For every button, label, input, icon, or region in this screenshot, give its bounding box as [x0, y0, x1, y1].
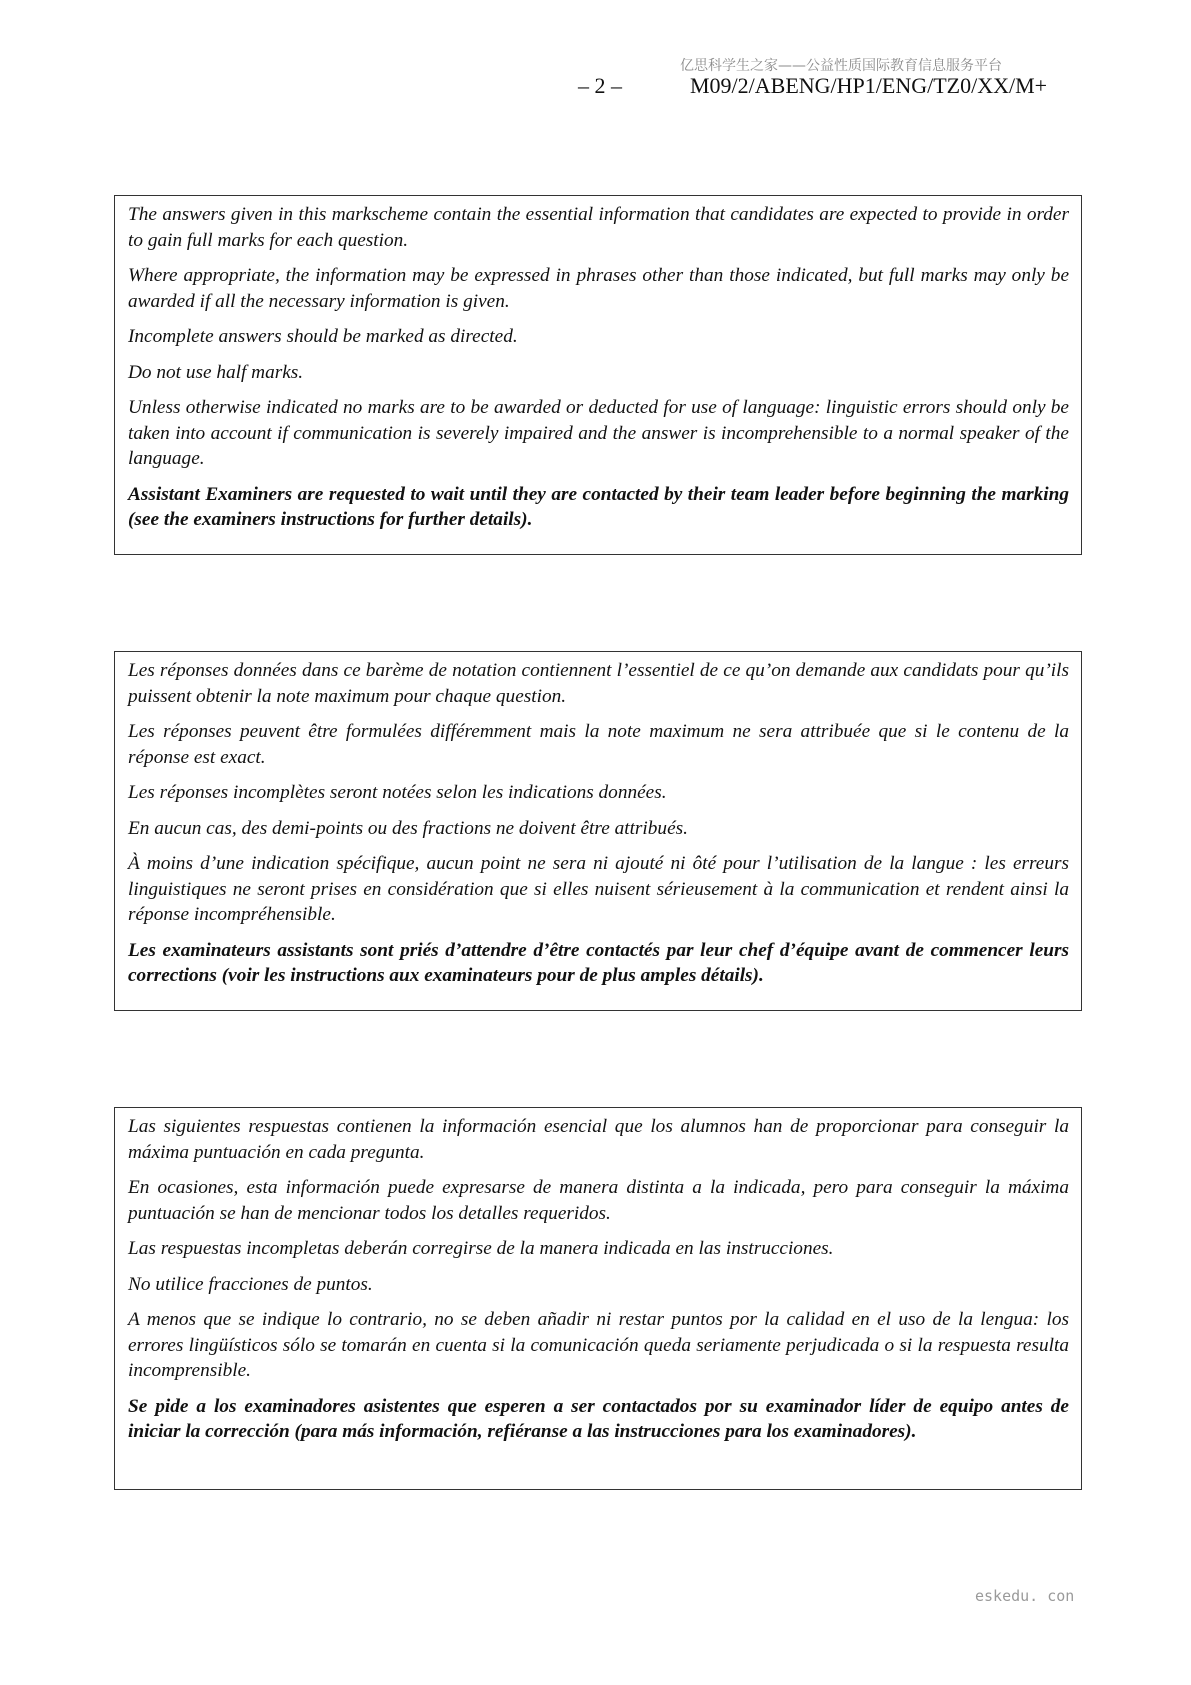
english-paragraph-5: Unless otherwise indicated no marks are to be awarded or deducted for use of language: linguistic errors should only be taken into account if communication is severely impaired and the answer is incomprehensible to a normal speaker of the language. — [128, 397, 1069, 469]
spanish-paragraph-5: A menos que se indique lo contrario, no se deben añadir ni restar puntos por la calidad en el uso de la lengua: los errores lingüísticos sólo se tomarán en cuenta si la comunicación queda seriamente perjudicada o si la respuesta resulta incomprensible. — [128, 1309, 1069, 1381]
header-watermark: 亿思科学生之家——公益性质国际教育信息服务平台 — [680, 58, 1002, 74]
spanish-paragraph-3: Las respuestas incompletas deberán corregirse de la manera indicada en las instrucciones. — [128, 1238, 834, 1259]
spanish-instructions-box — [114, 1107, 1082, 1490]
french-paragraph-3: Les réponses incomplètes seront notées selon les indications données. — [128, 782, 667, 803]
english-paragraph-2: Where appropriate, the information may be expressed in phrases other than those indicated, but full marks may only be awarded if all the necessary information is given. — [128, 265, 1069, 312]
spanish-paragraph-4: No utilice fracciones de puntos. — [128, 1273, 373, 1295]
document-code: M09/2/ABENG/HP1/ENG/TZ0/XX/M+ — [690, 73, 1048, 98]
spanish-paragraph-1: Las siguientes respuestas contienen la información esencial que los alumnos han de proporcionar para conseguir la máxima puntuación en cada pregunta. — [128, 1116, 1069, 1163]
french-paragraph-4: En aucun cas, des demi-points ou des fractions ne doivent être attribués. — [128, 817, 688, 839]
page-number: – 2 – — [578, 73, 622, 98]
french-paragraph-5: À moins d’une indication spécifique, aucun point ne sera ni ajouté ni ôté pour l’utilisation de la langue : les erreurs linguistiques ne seront prises en considération que si elles nuisent sérieusement à la communication et rendent ainsi la réponse incompréhensible. — [128, 853, 1069, 925]
french-instructions-box — [114, 651, 1082, 1011]
english-paragraph-3: Incomplete answers should be marked as directed. — [128, 326, 518, 347]
footer-watermark: eskedu. con — [975, 1587, 1075, 1605]
english-examiner-note: Assistant Examiners are requested to wait until they are contacted by their team leader before beginning the marking (see the examiners instructions for further details). — [128, 483, 1069, 530]
spanish-paragraph-2: En ocasiones, esta información puede expresarse de manera distinta a la indicada, pero para conseguir la máxima puntuación se han de mencionar todos los detalles requeridos. — [128, 1177, 1069, 1224]
english-instructions-box — [114, 195, 1082, 555]
french-examiner-note: Les examinateurs assistants sont priés d’attendre d’être contactés par leur chef d’équipe avant de commencer leurs corrections (voir les instructions aux examinateurs pour de plus amples détails). — [128, 939, 1069, 986]
french-paragraph-1: Les réponses données dans ce barème de notation contiennent l’essentiel de ce qu’on demande aux candidats pour qu’ils puissent obtenir la note maximum pour chaque question. — [128, 660, 1069, 707]
french-paragraph-2: Les réponses peuvent être formulées différemment mais la note maximum ne sera attribuée que si le contenu de la réponse est exact. — [128, 721, 1069, 768]
english-paragraph-4: Do not use half marks. — [128, 361, 304, 383]
english-paragraph-1: The answers given in this markscheme contain the essential information that candidates are expected to provide in order to gain full marks for each question. — [128, 204, 1069, 251]
spanish-examiner-note: Se pide a los examinadores asistentes que esperen a ser contactados por su examinador líder de equipo antes de iniciar la corrección (para más información, refiéranse a las instrucciones para los examinadores). — [128, 1395, 1069, 1442]
